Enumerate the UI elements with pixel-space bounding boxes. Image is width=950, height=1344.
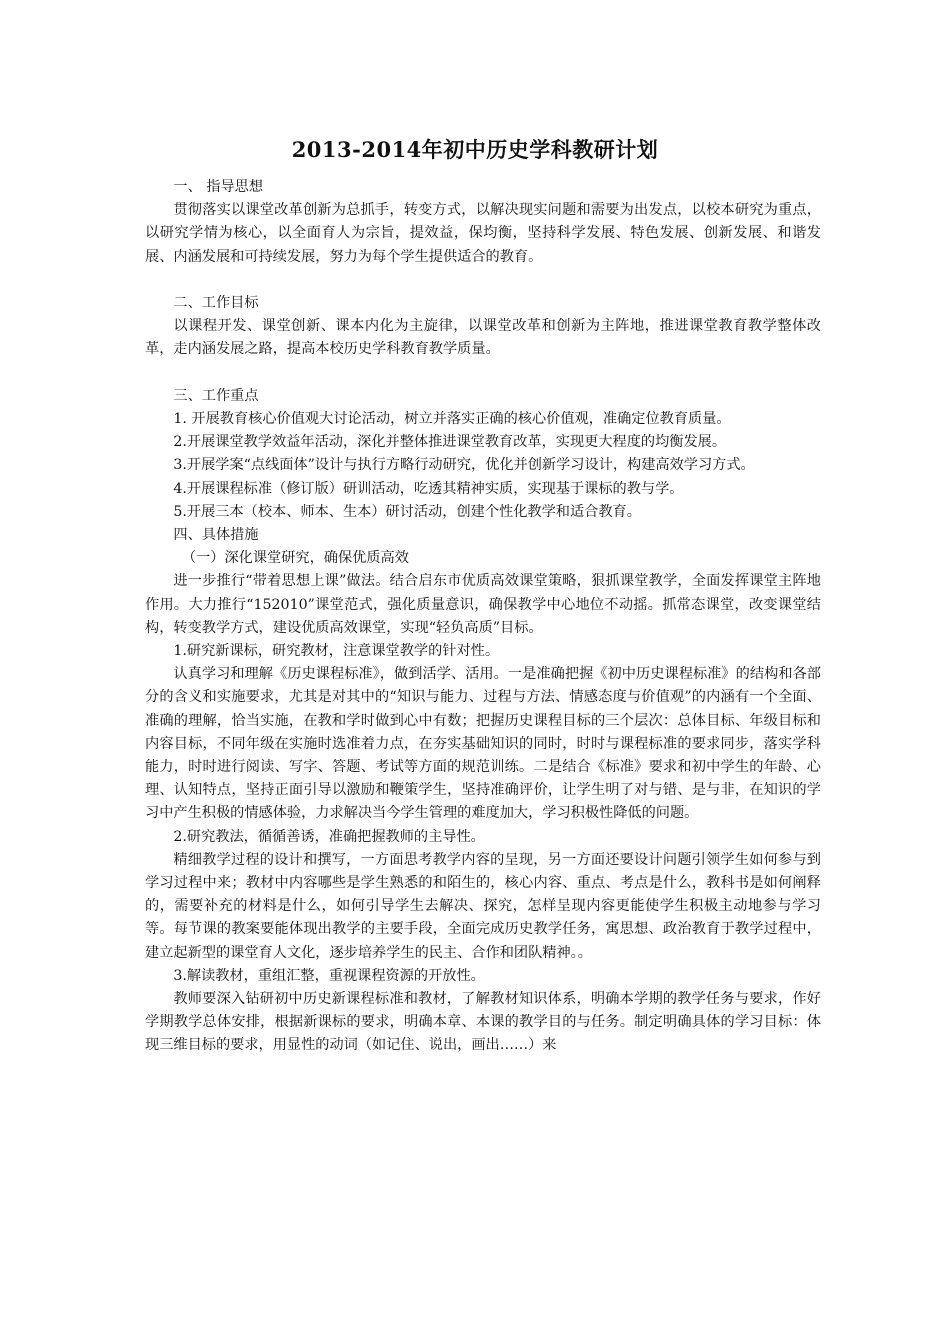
paragraph: 认真学习和理解《历史课程标准》，做到活学、活用。一是准确把握《初中历史课程标准》的结构和各部分的含义和实施要求，尤其是对其中的“知识与能力、过程与方法、情感态度与价值观”的内涵有一个全面、准确的理解，恰当实施，在教和学时做到心中有数；把握历史课程目标的三个层次：总体目标、年级目标和内容目标，不同年级在实施时选准着力点，在夯实基础知识的同时，时时与课程标准的要求同步，落实学科能力，时时进行阅读、写字、答题、考试等方面的规范训练。二是结合《标准》要求和初中学生的年龄、心理、认知特点，坚持正面引导以激励和鞭策学生，坚持准确评价，让学生明了对与错、是与非，在知识的学习中产生积极的情感体验，力求解决当今学生管理的难度加大，学习积极性降低的问题。 [145, 666, 821, 822]
paragraph: 教师要深入钻研初中历史新课程标准和教材，了解教材知识体系，明确本学期的教学任务与要求，作好学期教学总体安排，根据新课标的要求，明确本章、本课的教学目的与任务。制定明确具体的学习目标：体现三维目标的要求，用显性的动词（如记住、说出，画出……）来 [145, 991, 821, 1054]
list-item: 3.开展学案“点线面体”设计与执行方略行动研究，优化并创新学习设计，构建高效学习方式。 [173, 457, 755, 474]
list-item: 1.研究新课标，研究教材，注意课堂教学的针对性。 [173, 643, 500, 660]
heading-work-goals: 二、工作目标 [173, 295, 259, 311]
heading-work-focus: 三、工作重点 [173, 387, 259, 404]
document-body [145, 176, 821, 1058]
blank-line [145, 269, 821, 292]
heading-guiding-ideology: 一、 指导思想 [173, 179, 264, 195]
list-item: 2.开展课堂教学效益年活动，深化并整体推进课堂教育改革，实现更大程度的均衡发展。 [173, 434, 727, 451]
list-item: 4.开展课程标准（修订版）研训活动，吃透其精神实质，实现基于课标的教与学。 [173, 480, 684, 497]
list-item: 1. 开展教育核心价值观大讨论活动，树立并落实正确的核心价值观，准确定位教育质量。 [173, 411, 731, 427]
blank-line [145, 362, 821, 385]
subheading: （一）深化课堂研究，确保优质高效 [181, 550, 409, 567]
paragraph: 以课程开发、课堂创新、课本内化为主旋律，以课堂改革和创新为主阵地，推进课堂教育教学整体改革，走内涵发展之路，提高本校历史学科教育教学质量。 [145, 318, 821, 358]
list-item: 2.研究教法，循循善诱，准确把握教师的主导性。 [173, 828, 485, 845]
paragraph: 进一步推行“带着思想上课”做法。结合启东市优质高效课堂策略，狠抓课堂教学，全面发挥课堂主阵地作用。大力推行“152010”课堂范式，强化质量意识，确保教学中心地位不动摇。抓常态课堂，改变课堂结构，转变教学方式，建设优质高效课堂，实现“轻负高质”目标。 [145, 573, 821, 636]
list-item: 5.开展三本（校本、师本、生本）研讨活动，创建个性化教学和适合教育。 [173, 503, 641, 520]
list-item: 3.解读教材，重组汇整，重视课程资源的开放性。 [173, 967, 485, 984]
heading-specific-measures: 四、具体措施 [173, 527, 259, 544]
paragraph: 精细教学过程的设计和撰写，一方面思考教学内容的呈现，另一方面还要设计问题引领学生如何参与到学习过程中来；教材中内容哪些是学生熟悉的和陌生的，核心内容、重点、考点是什么，教科书是如何阐释的，需要补充的材料是什么，如何引导学生去解决、探究，怎样呈现内容更能使学生积极主动地参与学习等。每节课的教案要能体现出教学的主要手段，全面完成历史教学任务，寓思想、政治教育于教学过程中，建立起新型的课堂育人文化，逐步培养学生的民主、合作和团队精神。。 [145, 851, 821, 961]
paragraph: 贯彻落实以课堂改革创新为总抓手，转变方式，以解决现实问题和需要为出发点，以校本研究为重点，以研究学情为核心，以全面育人为宗旨，提效益，保均衡，坚持科学发展、特色发展、创新发展、和谐发展、内涵发展和可持续发展，努力为每个学生提供适合的教育。 [145, 202, 821, 265]
document-title: 2013-2014年初中历史学科教研计划 [291, 137, 659, 162]
